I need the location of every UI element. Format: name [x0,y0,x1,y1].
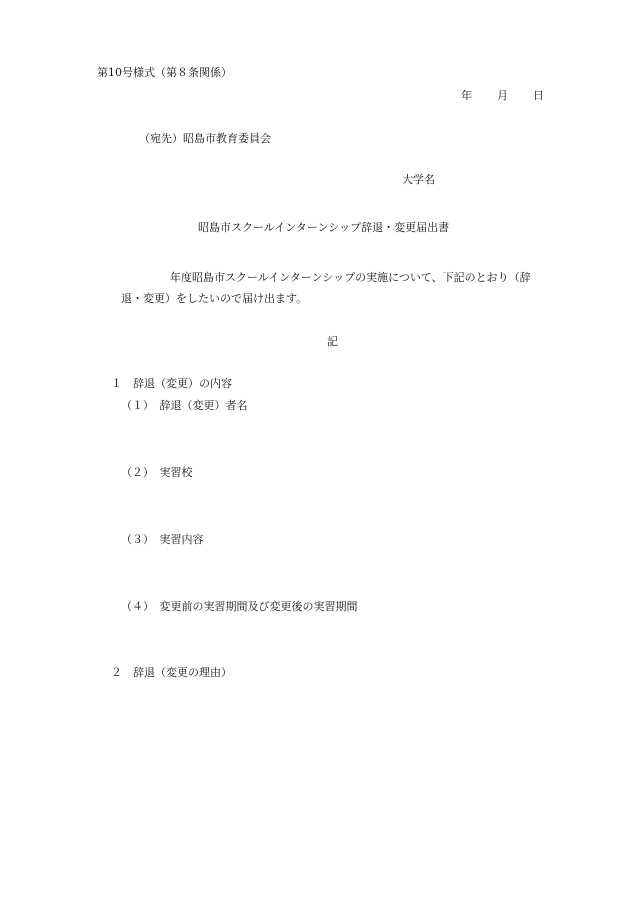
date-year-label: 年 [461,89,472,102]
item-practicum-school: （２） 実習校 [121,466,193,479]
body-text-line-2: 退・変更）をしたいので届け出ます。 [121,292,308,305]
item-practicum-period: （４） 変更前の実習期間及び変更後の実習期間 [121,600,358,613]
item-practicum-content: （３） 実習内容 [121,533,204,546]
body-text-line-1: 年度昭島市スクールインターンシップの実施について、下記のとおり（辞 [170,271,531,284]
section-2-heading: ２ 辞退（変更の理由） [111,666,232,679]
addressee: （宛先）昭島市教育委員会 [139,132,271,145]
form-number: 第10号様式（第８条関係） [97,66,232,79]
university-name-label: 大学名 [402,173,435,186]
document-title: 昭島市スクールインターンシップ辞退・変更届出書 [198,221,450,234]
date-day-label: 日 [533,89,544,102]
ki-heading: 記 [327,335,338,348]
section-1-heading: １ 辞退（変更）の内容 [111,377,232,390]
date-month-label: 月 [497,89,508,102]
item-withdrawer-name: （１） 辞退（変更）者名 [121,399,248,412]
